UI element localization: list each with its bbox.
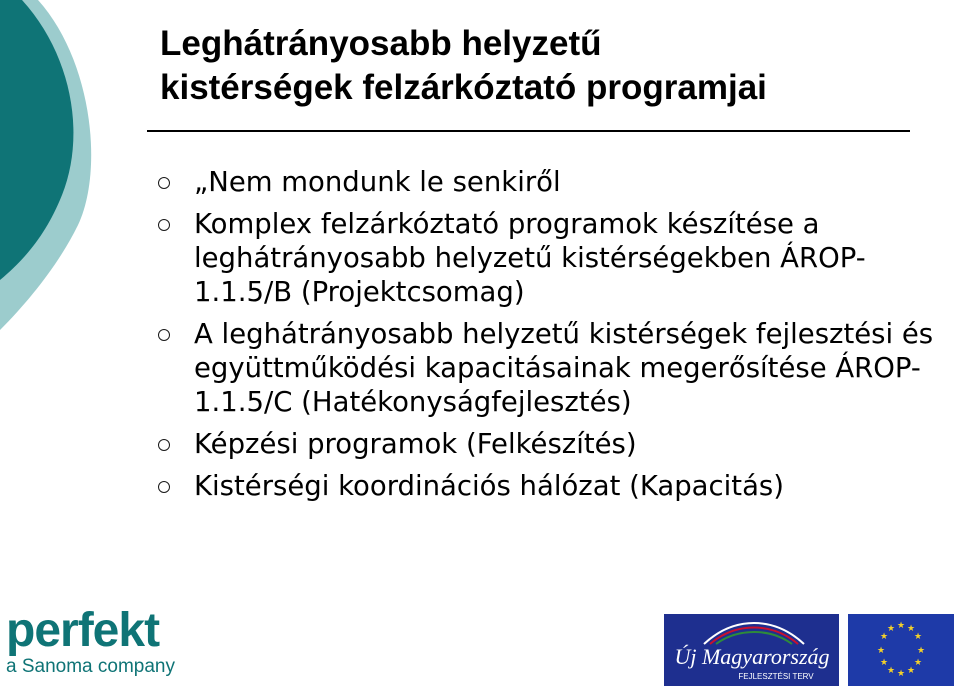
bullet-item xyxy=(158,165,938,199)
svg-text:★: ★ xyxy=(916,646,926,656)
title-line-1: Leghátrányosabb helyzetű xyxy=(160,24,602,63)
svg-text:★: ★ xyxy=(886,624,896,634)
svg-text:★: ★ xyxy=(879,658,889,668)
perfekt-logo-tagline: a Sanoma company xyxy=(6,656,175,677)
bullet-item xyxy=(158,207,938,309)
circle-bullet-icon xyxy=(158,177,170,189)
bullet-text: Komplex felzárkóztató programok készítése a leghátrányosabb helyzetű kistérségekben ÁROP- 1.1.5/B (Projektcsomag) xyxy=(194,208,866,308)
bullet-text: Képzési programok (Felkészítés) xyxy=(194,428,637,460)
svg-text:★: ★ xyxy=(879,632,889,642)
um-logo-main-text: Új Magyarország xyxy=(674,644,830,669)
svg-text:★: ★ xyxy=(906,666,916,676)
uj-magyarorszag-logo xyxy=(664,614,839,686)
svg-text:★: ★ xyxy=(913,632,923,642)
svg-text:★: ★ xyxy=(906,624,916,634)
title-divider xyxy=(147,130,910,132)
perfekt-logo-word: perfekt xyxy=(6,604,160,657)
svg-text:★: ★ xyxy=(913,658,923,668)
bullet-item xyxy=(158,427,938,461)
title-line-2: kistérségek felzárkóztató programjai xyxy=(160,68,767,107)
bullet-text: A leghátrányosabb helyzetű kistérségek fejlesztési és együttműködési kapacitásainak megerősítése ÁROP- 1.1.5/C (Hatékonyságfejlesztés) xyxy=(194,318,934,418)
circle-bullet-icon xyxy=(158,219,170,231)
svg-text:★: ★ xyxy=(896,669,906,679)
perfekt-logo xyxy=(6,604,175,678)
circle-bullet-icon xyxy=(158,439,170,451)
eu-flag-icon xyxy=(848,614,954,686)
svg-text:★: ★ xyxy=(886,666,896,676)
slide-title xyxy=(160,22,920,110)
svg-text:★: ★ xyxy=(896,621,906,631)
bullet-text: Kistérségi koordinációs hálózat (Kapacitás) xyxy=(194,470,784,502)
bullet-text: „Nem mondunk le senkiről xyxy=(194,166,561,198)
bullet-list xyxy=(158,165,938,511)
bullet-item xyxy=(158,317,938,419)
circle-bullet-icon xyxy=(158,481,170,493)
bullet-item xyxy=(158,469,938,503)
um-logo-sub-text: FEJLESZTÉSI TERV xyxy=(738,672,814,681)
circle-bullet-icon xyxy=(158,329,170,341)
svg-text:★: ★ xyxy=(876,646,886,656)
decorative-wave-shape xyxy=(0,0,120,360)
